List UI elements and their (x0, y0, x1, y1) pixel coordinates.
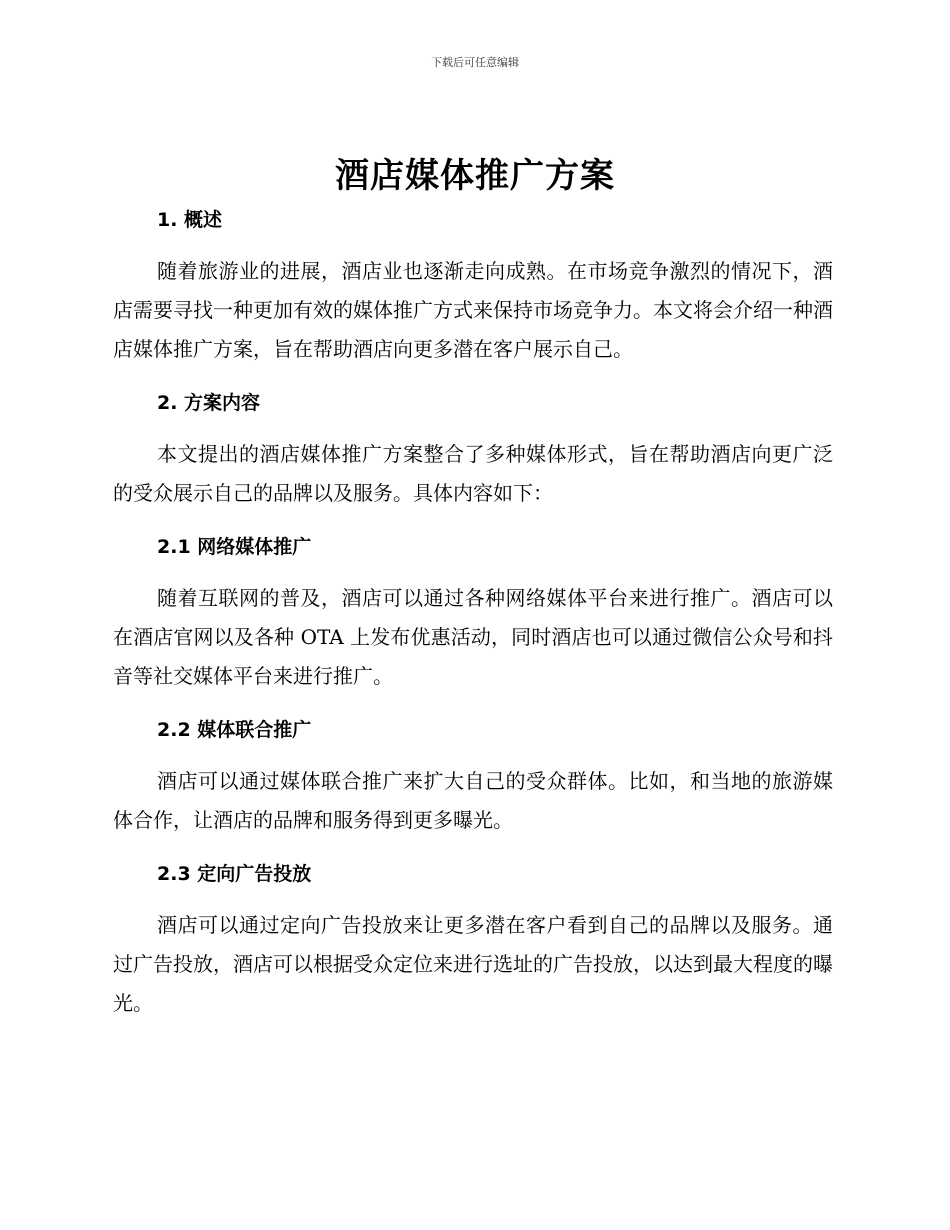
section-paragraph: 酒店可以通过定向广告投放来让更多潜在客户看到自己的品牌以及服务。通过广告投放，酒店可以根据受众定位来进行选址的广告投放，以达到最大程度的曝光。 (113, 913, 833, 1015)
section-overview (113, 202, 833, 385)
header-note: 下载后可任意编辑 (431, 56, 519, 69)
section-plan-content (113, 385, 833, 529)
section-heading: 1. 概述 (157, 209, 223, 231)
section-joint-promotion (113, 712, 833, 856)
section-heading: 2.1 网络媒体推广 (157, 536, 312, 558)
section-heading: 2. 方案内容 (157, 392, 261, 414)
section-heading: 2.3 定向广告投放 (157, 863, 312, 885)
document-title: 酒店媒体推广方案 (335, 156, 615, 196)
section-paragraph: 随着互联网的普及，酒店可以通过各种网络媒体平台来进行推广。酒店可以在酒店官网以及各种 OTA 上发布优惠活动，同时酒店也可以通过微信公众号和抖音等社交媒体平台来进行推广。 (113, 586, 833, 688)
section-online-media (113, 529, 833, 712)
section-heading: 2.2 媒体联合推广 (157, 719, 312, 741)
section-paragraph: 本文提出的酒店媒体推广方案整合了多种媒体形式，旨在帮助酒店向更广泛的受众展示自己的品牌以及服务。具体内容如下： (113, 442, 833, 505)
document-body (113, 202, 833, 1023)
section-paragraph: 酒店可以通过媒体联合推广来扩大自己的受众群体。比如，和当地的旅游媒体合作，让酒店的品牌和服务得到更多曝光。 (113, 769, 833, 832)
section-targeted-ads (113, 856, 833, 1023)
section-paragraph: 随着旅游业的进展，酒店业也逐渐走向成熟。在市场竞争激烈的情况下，酒店需要寻找一种更加有效的媒体推广方式来保持市场竞争力。本文将会介绍一种酒店媒体推广方案，旨在帮助酒店向更多潜在客户展示自己。 (113, 259, 833, 361)
